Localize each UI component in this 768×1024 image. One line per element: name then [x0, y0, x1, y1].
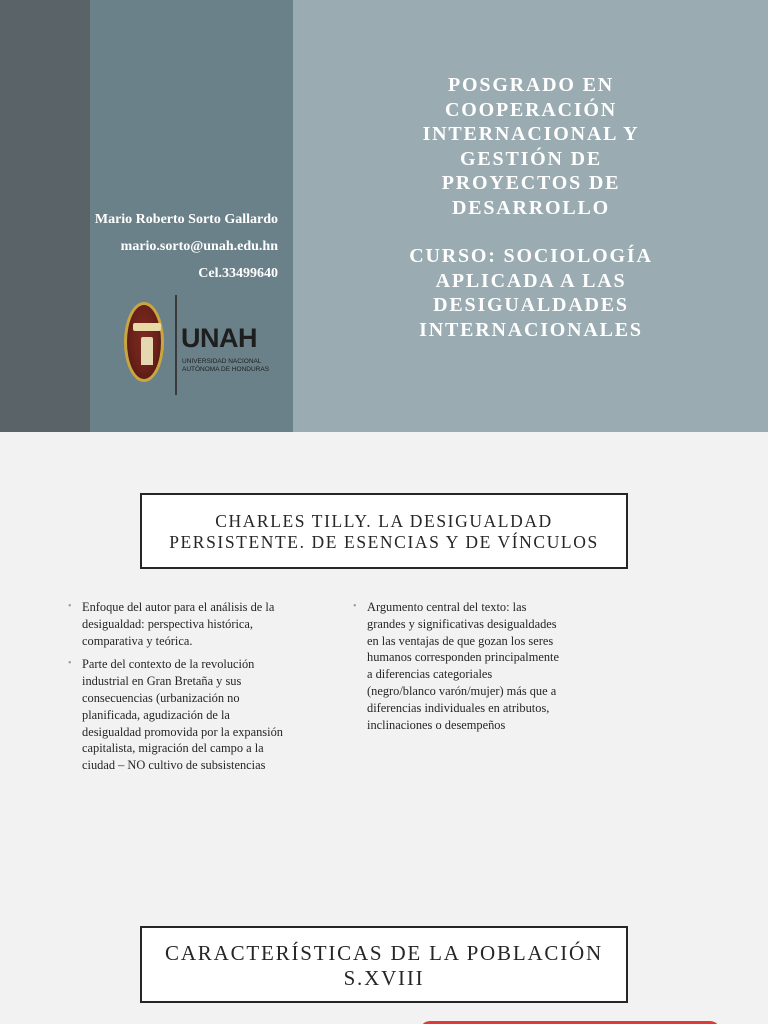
- bullet-item: [353, 599, 563, 733]
- unah-logo: [122, 295, 272, 395]
- bullet-text: Parte del contexto de la revolución industrial en Gran Bretaña y sus consecuencias (urbanización no planificada, agudización de la desigualdad promovida por la expansión capitalista, migración del campo a la ciudad – NO cultivo de subsistencias: [82, 657, 283, 773]
- course-line: INTERNACIONALES: [419, 318, 643, 341]
- author-name: Mario Roberto Sorto Gallardo: [94, 212, 278, 227]
- bullet-list-right: [353, 599, 563, 740]
- slide-title-line: PERSISTENTE. DE ESENCIAS Y DE VÍNCULOS: [169, 532, 599, 552]
- title-slide: [0, 0, 768, 432]
- slide-title-line: CARACTERÍSTICAS DE LA POBLACIÓN: [165, 941, 603, 965]
- course-line: DESIGUALDADES: [433, 294, 629, 316]
- author-phone: Cel.33499640: [198, 266, 278, 281]
- bullet-item: [68, 599, 290, 649]
- course-line: APLICADA A LAS: [435, 269, 627, 292]
- bullet-icon: •: [68, 658, 72, 670]
- bullet-item: [68, 656, 290, 774]
- logo-wordmark: UNAH: [181, 323, 257, 353]
- slide-title-line: CHARLES TILLY. LA DESIGUALDAD: [215, 511, 553, 531]
- logo-subtitle-line: AUTÓNOMA DE HONDURAS: [182, 366, 270, 373]
- author-email: mario.sorto@unah.edu.hn: [120, 239, 278, 254]
- bullet-icon: •: [68, 601, 72, 612]
- bullet-list-left: [68, 599, 290, 781]
- title-line: COOPERACIÓN: [444, 98, 618, 121]
- bullet-text: Argumento central del texto: las grandes y significativas desigualdades en las ventajas de que gozan los seres humanos corresponden principalmente a diferencias categoriales (negro/blanco varón/mujer) más que a diferencias individuales en atributos, inclinaciones o desempeños: [367, 600, 559, 732]
- bullet-icon: •: [353, 601, 357, 612]
- university-seal-icon: [124, 302, 164, 382]
- bullet-text: Enfoque del autor para el análisis de la desigualdad: perspectiva histórica, comparativa y teórica.: [82, 600, 275, 648]
- program-title: [385, 73, 677, 342]
- slide-title: [140, 926, 628, 1003]
- decorative-band-dark: [0, 0, 90, 432]
- course-title: [385, 244, 677, 342]
- logo-subtitle: [182, 358, 269, 374]
- logo-divider: [175, 295, 177, 395]
- course-line: CURSO: SOCIOLOGÍA: [409, 245, 653, 267]
- title-line: INTERNACIONAL Y: [422, 123, 640, 145]
- slide-title: [140, 493, 628, 569]
- title-line: PROYECTOS DE: [441, 172, 621, 194]
- content-slide-tilly: [0, 432, 768, 864]
- slide-title-line: S.XVIII: [343, 966, 425, 990]
- logo-subtitle-line: UNIVERSIDAD NACIONAL: [182, 358, 262, 365]
- title-line: POSGRADO EN: [448, 74, 614, 96]
- title-line: GESTIÓN DE: [460, 147, 602, 170]
- title-line: DESARROLLO: [451, 196, 611, 219]
- author-info: [95, 206, 278, 287]
- content-slide-poblacion: [0, 864, 768, 1024]
